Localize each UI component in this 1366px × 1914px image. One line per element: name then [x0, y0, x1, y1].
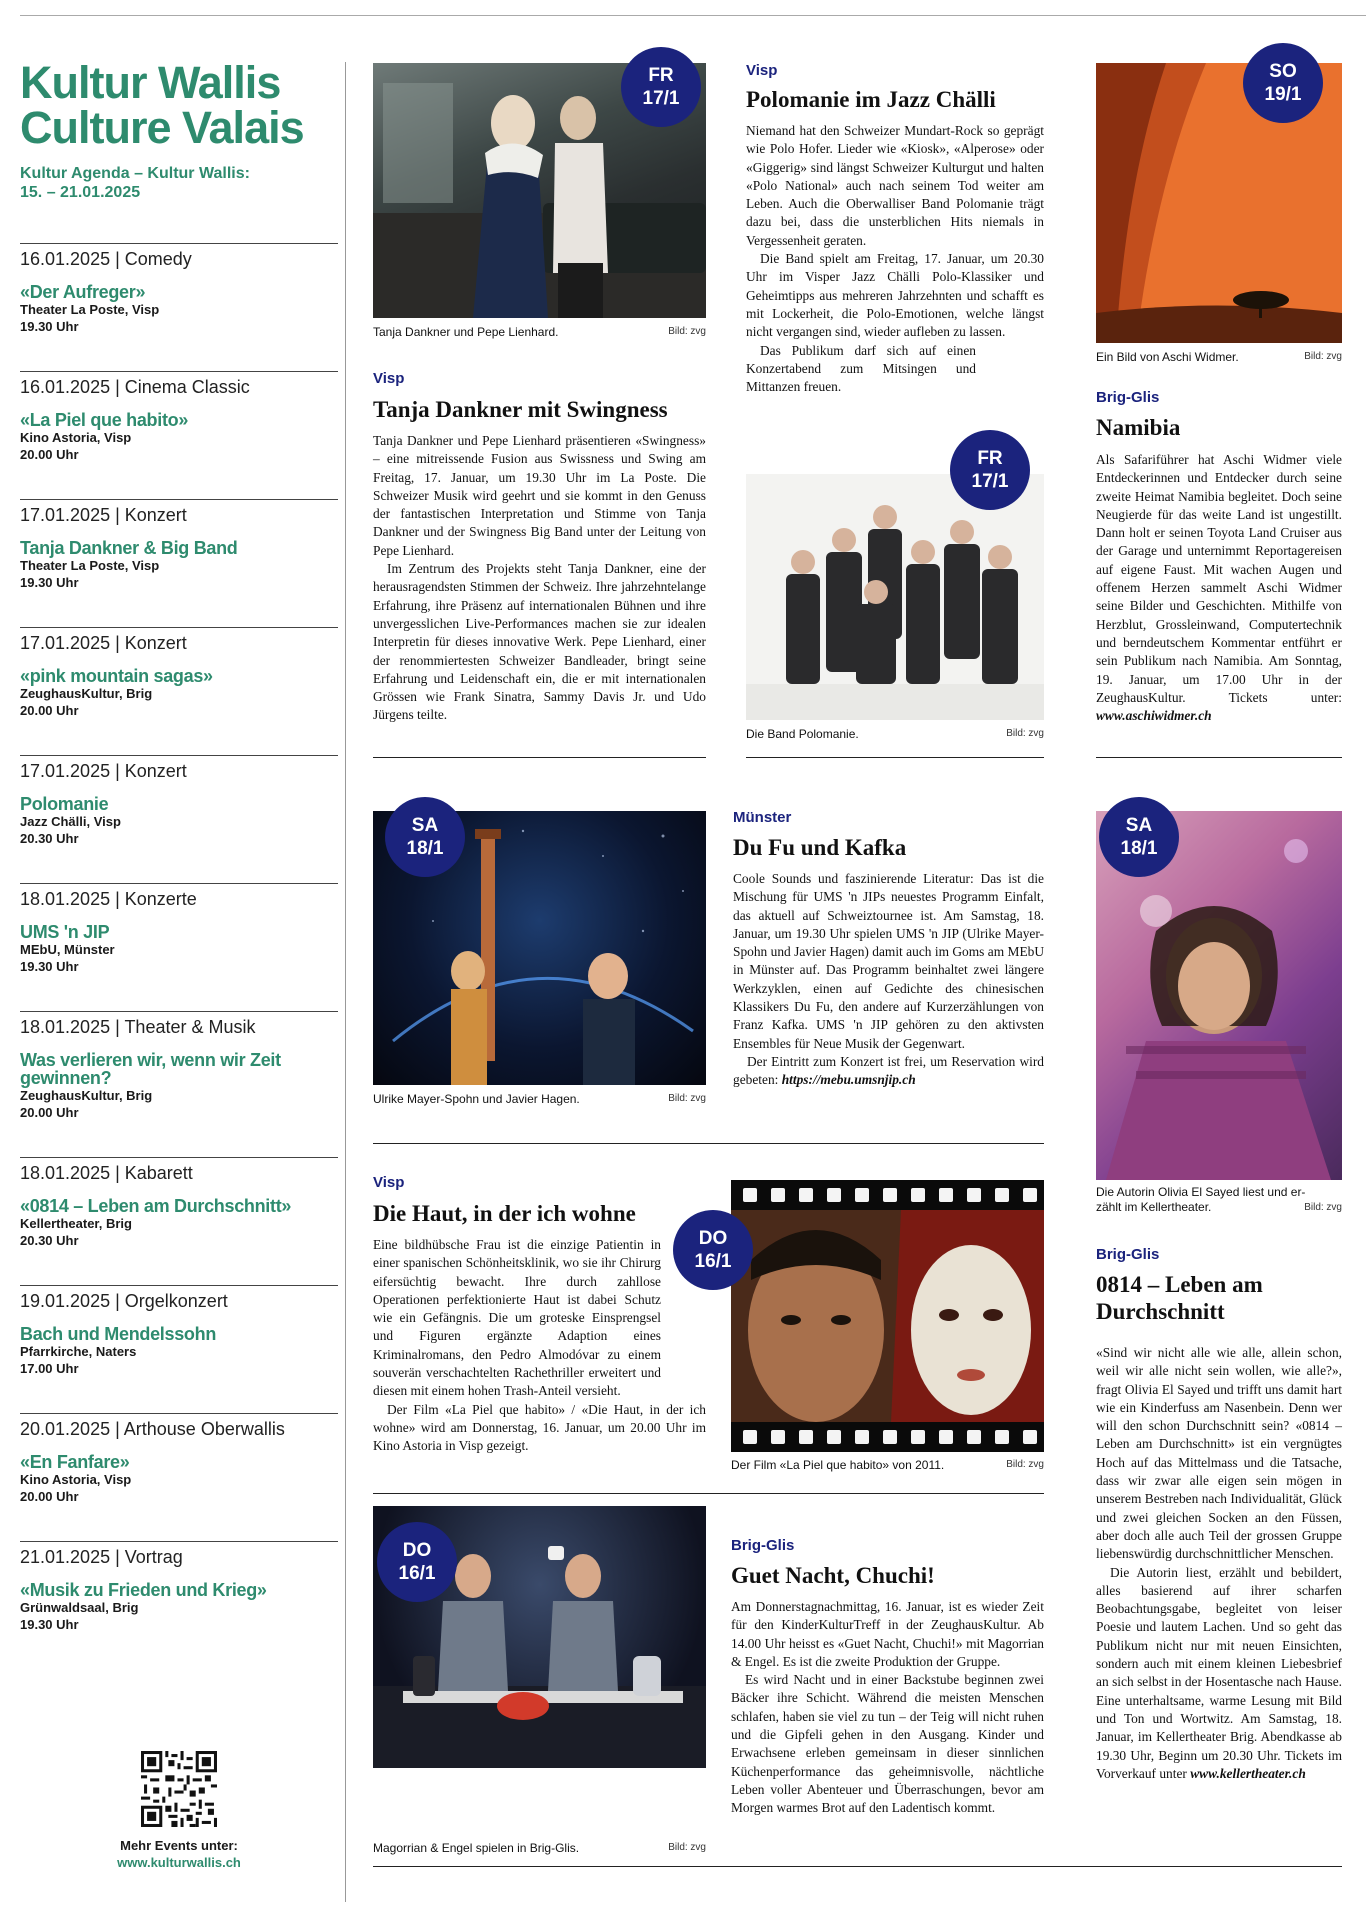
event-time: 19.30 Uhr — [20, 319, 79, 334]
event-date: 18.01.2025 | Theater & Musik — [20, 1017, 256, 1037]
ticket-link[interactable]: www.aschiwidmer.ch — [1096, 708, 1212, 724]
event-venue: Pfarrkirche, Naters — [20, 1344, 137, 1359]
event-item — [20, 1011, 338, 1157]
article-body — [1096, 451, 1342, 725]
caption-olivia-1: Die Autorin Olivia El Sayed liest und er- — [1096, 1185, 1306, 1199]
event-item — [20, 371, 338, 499]
event-venue: Kino Astoria, Visp — [20, 1472, 132, 1487]
caption-tanja: Tanja Dankner und Pepe Lienhard. — [373, 325, 559, 339]
event-title: «pink mountain sagas» — [20, 666, 213, 686]
column-divider — [345, 62, 346, 1902]
date-badge — [385, 797, 465, 877]
badge-day: DO — [698, 1228, 728, 1249]
event-date: 21.01.2025 | Vortrag — [20, 1547, 183, 1567]
event-time: 19.30 Uhr — [20, 1617, 79, 1632]
date-badge — [1099, 797, 1179, 877]
badge-date: 16/1 — [398, 1563, 436, 1584]
event-item — [20, 243, 338, 371]
event-time: 19.30 Uhr — [20, 575, 79, 590]
caption-olivia-2: zählt im Kellertheater. — [1096, 1200, 1212, 1214]
event-list — [20, 243, 338, 1669]
badge-day: SA — [1125, 815, 1153, 836]
agenda-title: Kultur Agenda – Kultur Wallis: — [20, 165, 250, 182]
event-title: UMS 'n JIP — [20, 922, 110, 942]
badge-date: 18/1 — [406, 838, 444, 859]
photo-credit: Bild: zvg — [1006, 1459, 1044, 1470]
bottom-rule — [373, 1866, 1342, 1867]
article-location: Visp — [746, 62, 778, 79]
agenda-subtitle — [20, 164, 338, 202]
event-title: Bach und Mendelssohn — [20, 1324, 217, 1344]
event-time: 20.00 Uhr — [20, 703, 79, 718]
event-item — [20, 755, 338, 883]
badge-day: FR — [977, 448, 1003, 469]
sidebar — [20, 57, 338, 202]
photo-credit: Bild: zvg — [1304, 1202, 1342, 1213]
event-time: 20.00 Uhr — [20, 447, 79, 462]
badge-day: DO — [402, 1540, 432, 1561]
photo-credit: Bild: zvg — [668, 1093, 706, 1104]
event-title: «0814 – Leben am Durchschnitt» — [20, 1196, 292, 1216]
event-item — [20, 1413, 338, 1541]
paragraph: Es wird Nacht und in einer Backstube beginnen zwei Bäcker ihre Schicht. Während die meisten Menschen schlafen, haben sie viel zu tun – der Teig will nicht ruhen und die Gipfeli gehen in den Ausgang. Kinder und Erwachsene erleben gemeinsam in dieser sinnlichen Küchenperformance das geheimnisvolle, nächtliche Leben voller Abenteuer und Überraschungen, bevor am Morgen warmes Brot auf den Ladentisch kommt. — [731, 1672, 1044, 1816]
date-badge — [673, 1210, 753, 1290]
paragraph: Die Band spielt am Freitag, 17. Januar, um 20.30 Uhr im Visper Jazz Chälli Polo-Klassiker und Geheimtipps aus mehreren Jahrzehnten und schafft es mit Lockerheit, die Polo-Emotionen, welche längst nicht vergangen sind, wieder aufleben zu lassen. — [746, 251, 1044, 340]
event-time: 20.00 Uhr — [20, 1489, 79, 1504]
article-body — [733, 870, 1044, 1090]
more-events-link[interactable]: www.kulturwallis.ch — [117, 1855, 241, 1870]
article-rule — [746, 757, 1044, 758]
logo-line-1: Kultur Wallis — [20, 57, 281, 108]
badge-date: 17/1 — [642, 88, 680, 109]
article-body — [373, 432, 706, 725]
article-title: Die Haut, in der ich wohne — [373, 1201, 636, 1226]
top-rule — [20, 15, 1366, 16]
event-date: 18.01.2025 | Kabarett — [20, 1163, 193, 1183]
event-date: 19.01.2025 | Orgelkonzert — [20, 1291, 228, 1311]
caption-chuchi: Magorrian & Engel spielen in Brig-Glis. — [373, 1841, 580, 1855]
caption-polomanie: Die Band Polomanie. — [746, 727, 859, 741]
event-title: Tanja Dankner & Big Band — [20, 538, 238, 558]
paragraph: Niemand hat den Schweizer Mundart-Rock so geprägt wie Polo Hofer. Lieder wie «Kiosk», «Alperose» oder «Giggerig» sind längst Schweizer Kulturgut und halten «Polo National» auch nach seinem Tod weiter am Leben. Auch die Oberwalliser Band Polomanie trägt dazu bei, dass die unsterblichen Hits niemals in Vergessenheit geraten. — [746, 123, 1044, 248]
article-title: Du Fu und Kafka — [733, 835, 907, 860]
more-events-label: Mehr Events unter: — [120, 1838, 238, 1853]
event-venue: Jazz Chälli, Visp — [20, 814, 121, 829]
event-venue: ZeughausKultur, Brig — [20, 1088, 153, 1103]
photo-polomanie-band — [746, 474, 1044, 720]
event-item — [20, 499, 338, 627]
badge-day: FR — [648, 65, 674, 86]
badge-day: SA — [411, 815, 439, 836]
paragraph: Die Autorin liest, erzählt und bebildert, alles basierend auf ihrer scharfen Beobachtungsgabe, begleitet von leiser Poesie und lautem Lachen. Und so geht das Publikum nicht nur mit neuen Einsichten, sondern auch mit einem kleinen Liebesbrief an sich selbst in der Hosentasche nach Hause. Eine unterhaltsame, warme Lesung mit Bild und Ton und Wortwitz. Am Samstag, 18. Januar, im Kellertheater Brig. Abendkasse ab 19.30 Uhr, Beginn um 20.30 Uhr. Tickets im Vorverkauf unter — [1096, 1564, 1342, 1781]
caption-namibia: Ein Bild von Aschi Widmer. — [1096, 350, 1239, 364]
badge-date: 17/1 — [971, 471, 1009, 492]
article-title: Namibia — [1096, 415, 1181, 440]
caption-haut: Der Film «La Piel que habito» von 2011. — [731, 1458, 945, 1472]
date-badge — [621, 47, 701, 127]
logo-line-2: Culture Valais — [20, 102, 304, 153]
paragraph: Das Publikum darf sich auf einen Konzertabend zum Mitsingen und Mittanzen freuen. — [746, 342, 976, 395]
event-title: «Musik zu Frieden und Krieg» — [20, 1580, 267, 1600]
event-title: Polomanie — [20, 794, 109, 814]
caption-dufu: Ulrike Mayer-Spohn und Javier Hagen. — [373, 1092, 580, 1106]
event-date: 17.01.2025 | Konzert — [20, 505, 187, 525]
event-title: «La Piel que habito» — [20, 410, 189, 430]
paragraph: Am Donnerstagnachmittag, 16. Januar, ist es wieder Zeit für den KinderKulturTreff in der ZeughausKultur. Ab 14.00 Uhr heisst es «Guet Nacht, Chuchi!» mit Magorrian & Engel. Es ist die zweite Produktion der Gruppe. — [731, 1599, 1044, 1669]
date-badge — [377, 1522, 457, 1602]
photo-scene — [731, 1180, 1044, 1452]
photo-credit: Bild: zvg — [668, 326, 706, 337]
event-time: 20.00 Uhr — [20, 1105, 79, 1120]
badge-date: 18/1 — [1120, 838, 1158, 859]
article-rule — [1096, 757, 1342, 758]
event-title: Was verlieren wir, wenn wir Zeit gewinnen? — [20, 1050, 281, 1088]
event-venue: Theater La Poste, Visp — [20, 302, 160, 317]
badge-date: 16/1 — [694, 1251, 732, 1272]
photo-credit: Bild: zvg — [1304, 351, 1342, 362]
agenda-dates: 15. – 21.01.2025 — [20, 184, 141, 201]
article-location: Visp — [373, 1174, 405, 1191]
event-venue: ZeughausKultur, Brig — [20, 686, 153, 701]
paragraph: Coole Sounds und faszinierende Literatur: Das ist die Mischung für UMS 'n JIPs neuestes Programm Einfalt, das aktuell auf Schweiztournee ist. Am Samstag, 18. Januar, um 19.30 Uhr spielen UMS 'n JIP (Ulrike Mayer-Spohn und Javier Hagen) damit auch im Goms am MEbU in Münster auf. Das Programm beinhaltet zwei längere Werkzyklen, einen auf Gedichte des chinesischen Klassikers Du Fu, den andere auf Kurzerzählungen von Franz Kafka. UMS 'n JIP gehören zu den aktivsten Ensembles für Neue Musik der Gegenwart. — [733, 871, 1044, 1051]
qr-code-icon[interactable] — [141, 1751, 217, 1827]
article-body — [1096, 1344, 1342, 1783]
event-title: «En Fanfare» — [20, 1452, 130, 1472]
article-rule — [373, 757, 706, 758]
article-title: Tanja Dankner mit Swingness — [373, 397, 668, 422]
paragraph: Im Zentrum des Projekts steht Tanja Dankner, eine der herausragendsten Stimmen der Schweiz. Ihre jahrzehntelange Erfahrung, ihre Präsenz auf internationalen Bühnen und ihre unvergesslichen Live-Performances machen sie zur idealen Interpretin für dieses innovative Werk. Pepe Lienhard, einer der renommiertesten Schweizer Bandleader, bringt seine Erfahrung und Leidenschaft ein, die er mit internationalen Grössen wie Frank Sinatra, Sammy Davis Jr. und Udo Jürgens teilte. — [373, 561, 706, 723]
paragraph: Tanja Dankner und Pepe Lienhard präsentieren «Swingness» – eine mitreissende Fusion aus Swissness und Swing am Freitag, 17. Januar, um 19.30 Uhr im La Poste. Die Schweizer Musik wird geehrt und sie kommt in den Genuss der fantastischen Interpretation und Stimme von Tanja Dankner und der Swingness Big Band unter der Leitung von Pepe Lienhard. — [373, 433, 706, 558]
article-location: Brig-Glis — [1096, 1246, 1160, 1263]
photo-credit: Bild: zvg — [668, 1842, 706, 1853]
event-venue: Grünwaldsaal, Brig — [20, 1600, 139, 1615]
paragraph: Der Eintritt zum Konzert ist frei, um Reservation wird gebeten: — [733, 1053, 1044, 1088]
event-title: «Der Aufreger» — [20, 282, 146, 302]
article-body — [373, 1236, 706, 1456]
article-location: Brig-Glis — [1096, 389, 1160, 406]
article-rule — [373, 1143, 1044, 1144]
badge-day: SO — [1269, 61, 1297, 82]
event-time: 19.30 Uhr — [20, 959, 79, 974]
reservation-link[interactable]: https://mebu.umsnjip.ch — [781, 1072, 916, 1088]
event-date: 16.01.2025 | Comedy — [20, 249, 192, 269]
article-body — [746, 122, 1044, 396]
badge-date: 19/1 — [1264, 84, 1302, 105]
paragraph: Als Safariführer hat Aschi Widmer viele Entdeckerinnen und Entdecker durch seine zweite Heimat Namibia begleitet. Doch seine Neugierde für das weite Land ist ungestillt. Dann holt er seinen Toyota Land Cruiser aus der Garage und unternimmt Reportagereisen auf eigene Faust. Mit wachen Augen und offenem Herzen sammelt Aschi Widmer seine Bilder und Geschichten. Mithilfe von Herzblut, Grossleinwand, Computertechnik und berndeutschem Kommentar entführt er sein Publikum nach Namibia. Am Sonntag, 19. Januar, um 17.00 Uhr in der ZeughausKultur. Tickets unter: — [1096, 452, 1342, 705]
event-item — [20, 1541, 338, 1669]
paragraph: Der Film «La Piel que habito» / «Die Haut, in der ich wohne» wird am Donnerstag, 16. Januar, um 20.00 Uhr im Kino Astoria in Visp gezeigt. — [373, 1401, 706, 1454]
article-title: Polomanie im Jazz Chälli — [746, 87, 996, 112]
event-venue: Kino Astoria, Visp — [20, 430, 132, 445]
article-title: 0814 – Leben am Durchschnitt — [1096, 1272, 1263, 1324]
paragraph: «Sind wir nicht alle wie alle, allein schon, weil wir alle nicht sein wollen, wie alle?», fragt Olivia El Sayed und trifft uns damit hart wie ein Kinderfuss am Nasenbein. Denn wer will den schon Durchschnitt sein? «0814 – Leben am Durchschnitt» ist ein vergnügtes Hoch auf das Mittelmass und die Tatsache, dass wir zwar alle eigen sein mögen in unserem Bestreben nach Individualität, Glück und zwei gleichen Socken an den Füssen, aber doch alle auch Teil der grossen Gruppe liebenswürdig durchschnittlicher Menschen. — [1096, 1345, 1342, 1562]
photo-scene — [746, 474, 1044, 720]
date-badge — [1243, 43, 1323, 123]
paragraph: Eine bildhübsche Frau ist die einzige Patientin in einer spanischen Schönheitsklinik, wo sie ihr Chirurg eifersüchtig bewacht. Ihre durch zahllose Operationen perfektionierte Haut ist dabei Schutz wie ein Gefängnis. Die um groteske Einsprengsel und Figuren ergänzte Adaption eines Kriminalromans, den Pedro Almodóvar zu einem souverän verschachtelten Rachethriller erweitert und diesen mit einem hohen Trash-Anteil versieht. — [373, 1237, 661, 1399]
article-title: Guet Nacht, Chuchi! — [731, 1563, 935, 1588]
article-body — [731, 1598, 1044, 1818]
article-location: Visp — [373, 370, 405, 387]
event-date: 18.01.2025 | Konzerte — [20, 889, 197, 909]
event-item — [20, 627, 338, 755]
event-time: 20.30 Uhr — [20, 1233, 79, 1248]
event-time: 17.00 Uhr — [20, 1361, 79, 1376]
ticket-link[interactable]: www.kellertheater.ch — [1190, 1765, 1306, 1781]
event-date: 17.01.2025 | Konzert — [20, 761, 187, 781]
article-location: Münster — [733, 809, 792, 826]
event-item — [20, 1157, 338, 1285]
date-badge — [950, 430, 1030, 510]
event-item — [20, 883, 338, 1011]
article-location: Brig-Glis — [731, 1537, 795, 1554]
event-time: 20.30 Uhr — [20, 831, 79, 846]
event-date: 17.01.2025 | Konzert — [20, 633, 187, 653]
photo-credit: Bild: zvg — [1006, 728, 1044, 739]
event-item — [20, 1285, 338, 1413]
article-rule — [373, 1493, 1044, 1494]
event-date: 20.01.2025 | Arthouse Oberwallis — [20, 1419, 285, 1439]
event-venue: Kellertheater, Brig — [20, 1216, 132, 1231]
logo — [20, 57, 338, 153]
photo-la-piel-que-habito — [731, 1180, 1044, 1452]
event-venue: Theater La Poste, Visp — [20, 558, 160, 573]
event-venue: MEbU, Münster — [20, 942, 115, 957]
event-date: 16.01.2025 | Cinema Classic — [20, 377, 250, 397]
